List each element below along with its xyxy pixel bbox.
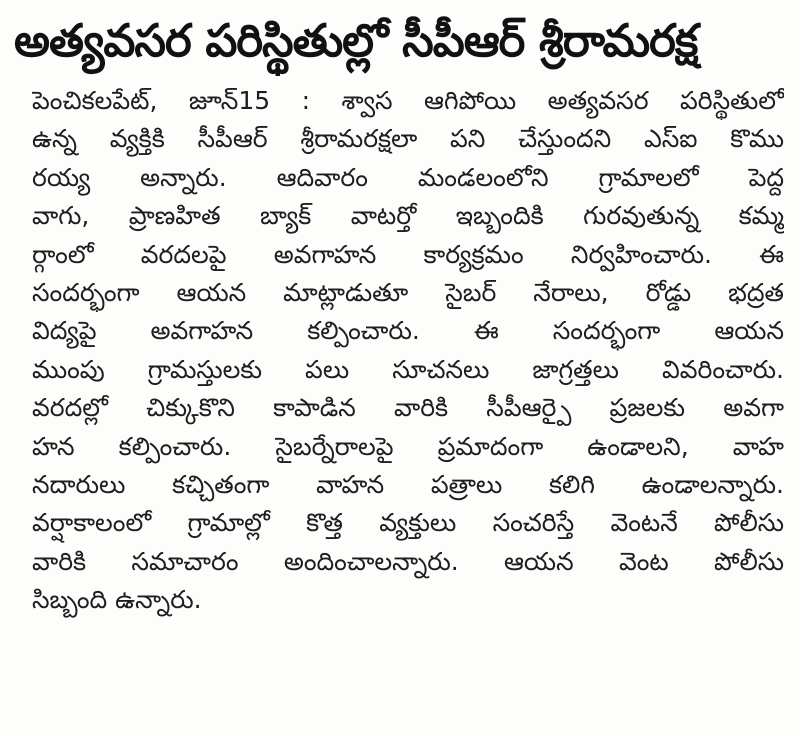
next-article-headline-fragment <box>30 712 730 737</box>
article-line: పెంచికలపేట్, జూన్15 : శ్వాస ఆగిపోయి అత్యవసర పరిస్థితులో <box>32 86 784 115</box>
article-line: నదారులు కచ్చితంగా వాహన పత్రాలు కలిగి ఉండాలన్నారు. <box>32 469 784 499</box>
article-line: సందర్భంగా ఆయన మాట్లాడుతూ సైబర్ నేరాలు, రోడ్డు భద్రత <box>32 277 784 307</box>
article-line: వర్షాకాలంలో గ్రామాల్లో కొత్త వ్యక్తులు సంచరిస్తే వెంటనే పోలీసు <box>32 508 784 538</box>
article-line: హన కల్పించారు. సైబర్నేరాలపై ప్రమాదంగా ఉండాలని, వాహ <box>32 431 784 461</box>
article-line: వారికి సమాచారం అందించాలన్నారు. ఆయన వెంట పోలీసు <box>32 546 784 576</box>
next-article-headline-cropped <box>30 712 730 737</box>
article-headline: అత్యవసర పరిస్థితుల్లో సీపీఆర్ శ్రీరామరక్ష <box>14 14 698 67</box>
article-line: రయ్య అన్నారు. ఆదివారం మండలంలోని గ్రామాలలో పెద్ద <box>32 162 784 192</box>
article-line: ఉన్న వ్యక్తికి సీపీఆర్ శ్రీరామరక్షలా పని చేస్తుందని ఎస్ఐ కొము <box>32 124 784 154</box>
article-line: ముంపు గ్రామస్తులకు పలు సూచనలు జాగ్రత్తలు వివరించారు. <box>32 354 784 384</box>
article-line: విద్యపై అవగాహన కల్పించారు. ఈ సందర్భంగా ఆయన <box>32 316 784 346</box>
article-body <box>32 82 784 619</box>
article-line: వరదల్లో చిక్కుకొని కాపాడిన వారికి సీపీఆర్పై ప్రజలకు అవగా <box>32 393 784 423</box>
article-line: ర్గాంలో వరదలపై అవగాహన కార్యక్రమం నిర్వహించారు. ఈ <box>32 239 784 269</box>
article-line: సిబ్బంది ఉన్నారు. <box>32 585 202 615</box>
article-line: వాగు, ప్రాణహిత బ్యాక్ వాటర్తో ఇబ్బందికి గురవుతున్న కమ్మ <box>32 201 784 231</box>
